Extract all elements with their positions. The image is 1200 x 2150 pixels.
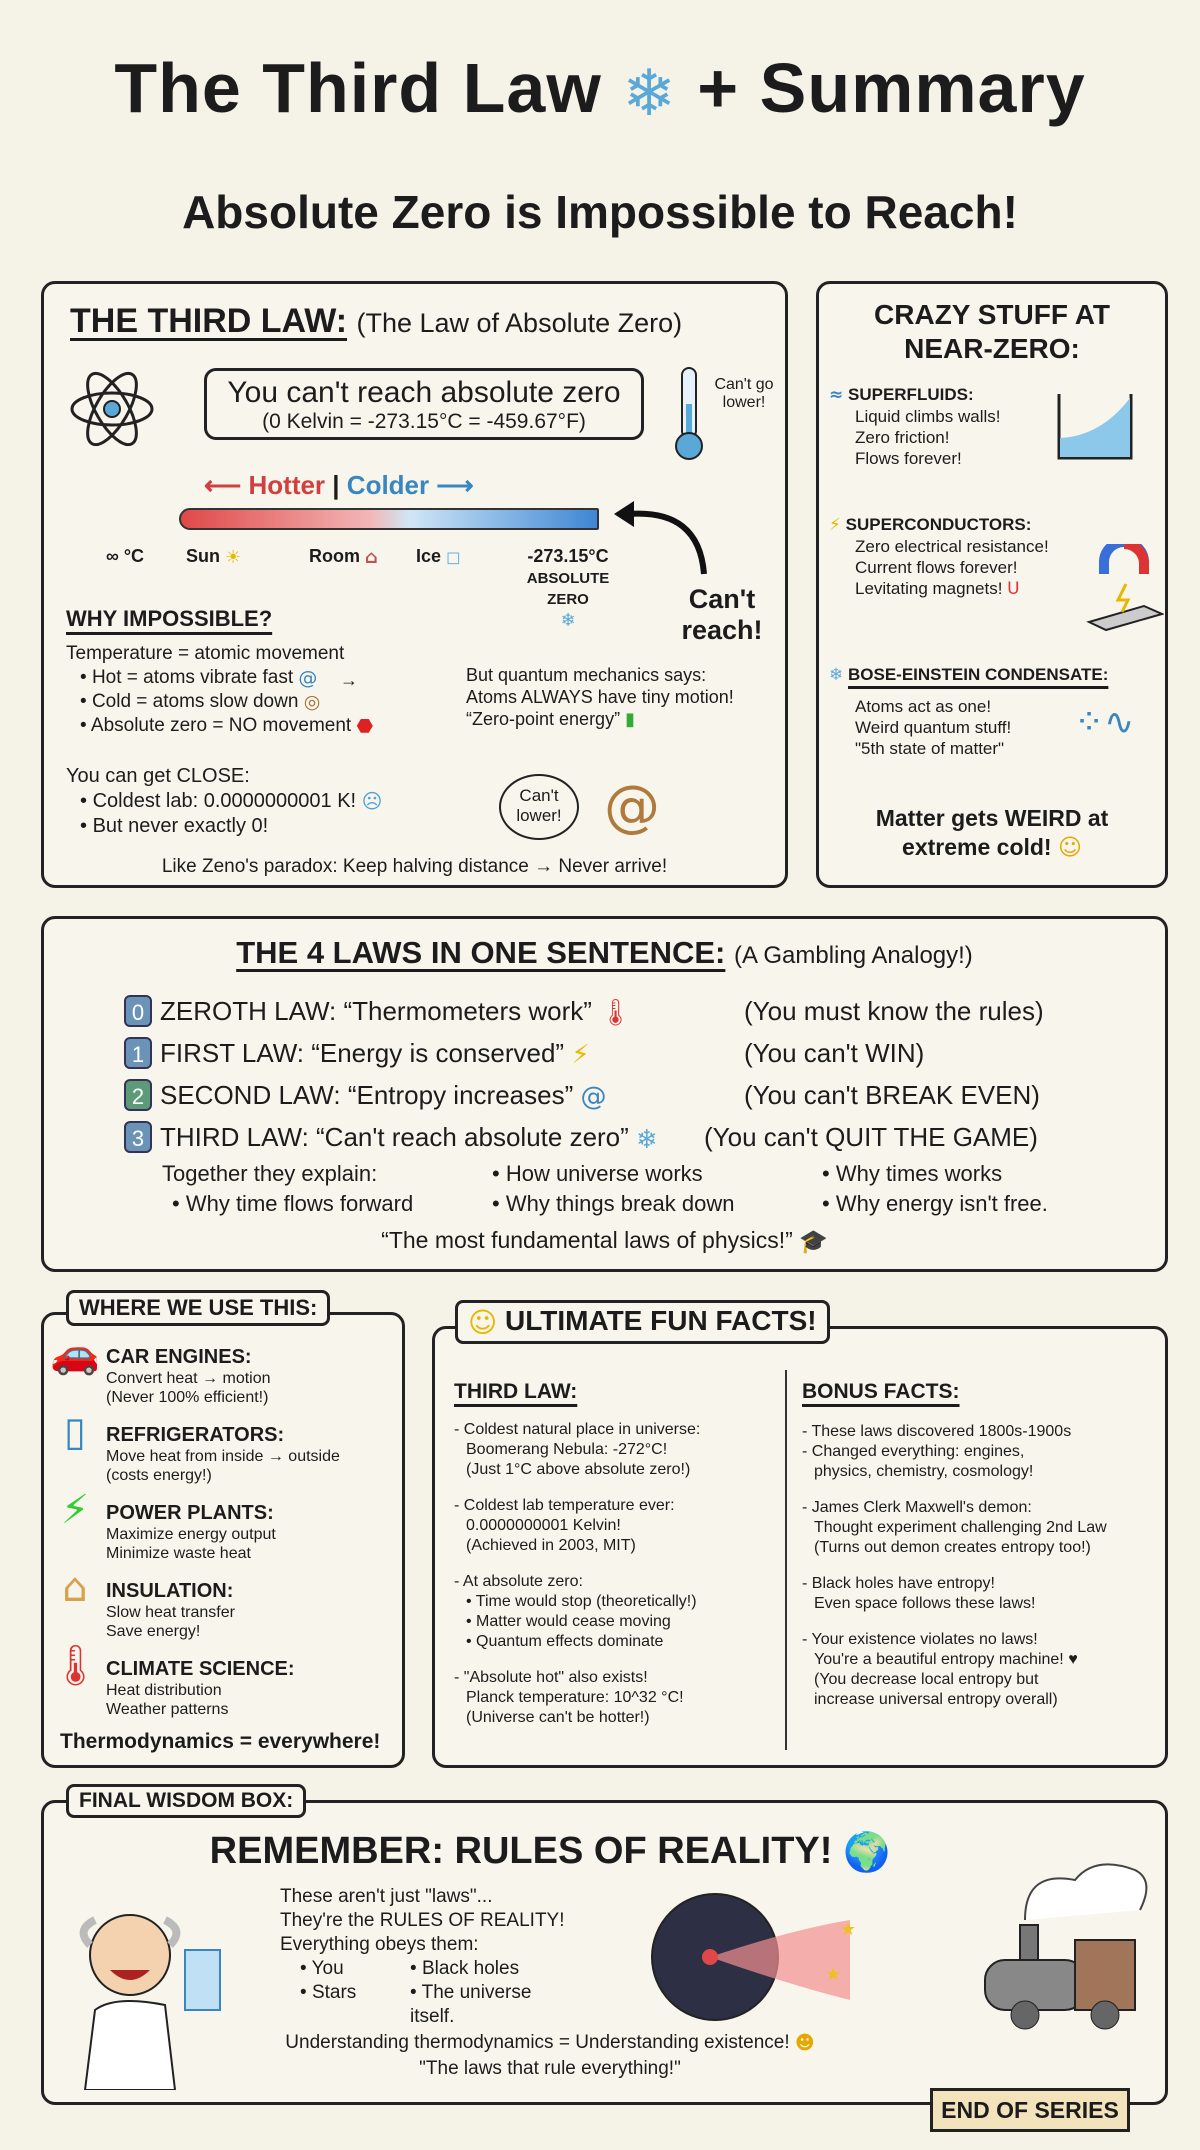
near-zero-panel: CRAZY STUFF AT NEAR-ZERO: ≈ SUPERFLUIDS: Liquid climbs walls! Zero friction! Flows forever! ⚡ SUPERCONDUCTORS: Zero electrical resistance! Current flows forever! Levitating magnets! U ❄ BOSE-EINSTEIN CONDENSATE: Atoms act as one! Weird quantum stuff! "5th state of matter" ⁘∿ Matter gets WEIRD at extreme cold! ☺ (816, 281, 1168, 888)
law-row: 1 FIRST LAW: “Energy is conserved” ⚡ (You can't WIN) (124, 1033, 1124, 1075)
zeno-note: Like Zeno's paradox: Keep halving distance → Never arrive! (161, 856, 668, 877)
fact-item: - Coldest natural place in universe: Boomerang Nebula: -272°C! (Just 1°C above absolute zero!) (454, 1421, 701, 1478)
fact-item: - Your existence violates no laws! You're a beautiful entropy machine! ♥ (You decrease local entropy but increase universal entropy overall) (802, 1631, 1078, 1708)
four-laws-heading: THE 4 LAWS IN ONE SENTENCE: (236, 935, 726, 970)
cant-reach-label: Can't reach! (681, 584, 763, 645)
fact-item: - Black holes have entropy! Even space follows these laws! (802, 1575, 1036, 1612)
fact-item: - James Clerk Maxwell's demon: Thought experiment challenging 2nd Law (Turns out demon creates entropy too!) (802, 1499, 1107, 1556)
snail-icon: @ (604, 774, 660, 839)
spiral-icon: @ (298, 667, 318, 689)
near-zero-heading: CRAZY STUFF AT NEAR-ZERO: (874, 299, 1110, 364)
fact-item: - Coldest lab temperature ever: 0.0000000001 Kelvin! (Achieved in 2003, MIT) (454, 1497, 675, 1554)
stop-sign-icon: ⬣ (356, 715, 374, 738)
snowflake-icon: ❄ (829, 665, 844, 686)
spiral-icon: @ (580, 1082, 607, 1113)
nerd-face-icon: ☺ (468, 1306, 498, 1340)
law-row: 0 ZEROTH LAW: “Thermometers work” 🌡 (You must know the rules) (124, 991, 1124, 1033)
third-law-heading: THE THIRD LAW: (70, 302, 348, 340)
law-number-badge: 3 (124, 1121, 152, 1153)
mind-blown-icon: ☻ (794, 2032, 815, 2054)
why-heading: WHY IMPOSSIBLE? (66, 606, 273, 631)
sun-icon: ☀ (225, 546, 242, 568)
law-number-badge: 1 (124, 1037, 152, 1069)
cold-face-icon: ☹ (361, 789, 383, 814)
bar-chart-icon: ▮ (625, 709, 635, 731)
page-subtitle: Absolute Zero is Impossible to Reach! (182, 186, 1018, 238)
black-hole-illustration (650, 1890, 880, 2025)
curved-arrow-icon (609, 489, 719, 579)
end-of-series-banner: END OF SERIES (930, 2088, 1130, 2132)
page-title: The Third Law ❄ + Summary (114, 49, 1086, 131)
use-item: 🚗 CAR ENGINES: Convert heat → motion (Never 100% efficient!) (50, 1345, 400, 1411)
uses-tag: WHERE WE USE THIS: (66, 1290, 330, 1326)
snowflake-icon: ❄ (636, 1124, 658, 1155)
laws-quote: “The most fundamental laws of physics!” (381, 1227, 793, 1253)
atom-icon (62, 364, 162, 454)
third-law-facts-heading: THIRD LAW: (454, 1380, 578, 1403)
thermometer-icon: 🌡 (50, 1643, 101, 1689)
speech-bubble: Can't lower! (499, 774, 579, 840)
graduation-cap-icon: 🎓 (799, 1229, 828, 1256)
steam-train-illustration (965, 1850, 1165, 2050)
law-row: 3 THIRD LAW: “Can't reach absolute zero” ❄ (You can't QUIT THE GAME) (124, 1117, 1124, 1159)
uses-footer: Thermodynamics = everywhere! (60, 1730, 381, 1753)
wisdom-heading: REMEMBER: RULES OF REALITY! (209, 1830, 833, 1872)
lightning-icon: ⚡ (60, 1487, 90, 1533)
refrigerator-icon: ▯ (63, 1409, 86, 1455)
globe-icon: 🌍 (843, 1830, 891, 1875)
snowflake-icon: ❄ (560, 609, 576, 631)
four-laws-panel: THE 4 LAWS IN ONE SENTENCE: (A Gambling Analogy!) 0 ZEROTH LAW: “Thermometers work” 🌡 (You must know the rules) 1 FIRST LAW: “Energy is conserved” ⚡ (You can't WIN) 2 SECOND LAW: “Entropy increases” @ (You can't BREAK EVEN) 3 THIRD LAW: “Can't reach absolute zero” ❄ (You can't QUIT THE GAME) Together they explain: • Why time flows forward • How universe works • Why things break down • Why times works • Why energy isn't free. “The most fundamental laws of physics!” 🎓 (41, 916, 1168, 1272)
use-item: ▯ REFRIGERATORS: Move heat from inside → outside (costs energy!) (50, 1423, 400, 1489)
use-item: 🌡 CLIMATE SCIENCE: Heat distribution Weather patterns (50, 1657, 400, 1723)
bonus-facts-heading: BONUS FACTS: (802, 1380, 960, 1403)
house-icon: ⌂ (62, 1565, 88, 1611)
car-icon: 🚗 (50, 1331, 100, 1377)
thermometer-icon (669, 364, 709, 464)
levitating-magnet-icon (1084, 544, 1164, 634)
snail-icon: ◎ (303, 691, 321, 714)
use-item: ⚡ POWER PLANTS: Maximize energy output Minimize waste heat (50, 1501, 400, 1567)
magnet-icon: U (1007, 579, 1020, 600)
fact-item: - These laws discovered 1800s-1900s - Changed everything: engines, physics, chemistry, cosmology! (802, 1423, 1072, 1480)
wisdom-conclusion: Understanding thermodynamics = Understanding existence! (285, 2032, 790, 2054)
wisdom-quote: "The laws that rule everything!" (419, 2058, 681, 2080)
wave-icon: ≈ (829, 385, 844, 406)
lightning-icon: ⚡ (571, 1040, 590, 1071)
fact-item: - At absolute zero: • Time would stop (theoretically!) • Matter would cease moving • Quantum effects dominate (454, 1573, 697, 1650)
lightning-icon: ⚡ (829, 515, 841, 536)
snowflake-icon: ❄ (622, 56, 677, 131)
hotter-label: Hotter (248, 470, 326, 500)
fun-facts-tag: ☺ ULTIMATE FUN FACTS! (455, 1300, 830, 1344)
final-wisdom-tag: FINAL WISDOM BOX: (66, 1784, 306, 1818)
svg-text:★: ★ (825, 1964, 842, 1984)
fact-item: - "Absolute hot" also exists! Planck temperature: 10^32 °C! (Universe can't be hotter!) (454, 1669, 684, 1726)
svg-text:★: ★ (840, 1919, 857, 1939)
atom-cluster-icon: ⁘∿ (1074, 702, 1135, 743)
ice-cube-icon: ◻ (446, 546, 461, 568)
divider (785, 1370, 787, 1750)
law-number-badge: 0 (124, 995, 152, 1027)
beaker-icon (1051, 388, 1141, 464)
law-number-badge: 2 (124, 1079, 152, 1111)
thermometer-icon: 🌡 (599, 998, 633, 1029)
winking-face-icon: ☺ (1057, 835, 1082, 862)
colder-label: Colder (346, 470, 430, 500)
third-law-panel: THE THIRD LAW: (The Law of Absolute Zero) You can't reach absolute zero (0 Kelvin = -273.15°C = -459.67°F) Can't go lower! ⟵ Hotter | Colder ⟶ ∞ °C Sun ☀ Room ⌂ Ice ◻ -273.15°C ABSOLUTE ZERO ❄ Can't reach! WHY IMPOSSIBLE? Temperature = atomic movement • Hot = atoms vibrate fast @ • Cold = atoms slow down ◎ • Absolute zero = NO movement ⬣ → But quantum mechanics says: Atoms ALWAYS have tiny motion! “Zero-point energy” ▮ You can get CLOSE: • Coldest lab: 0.0000000001 K! ☹ • But never exactly 0! Can't lower! @ Like Zeno's paradox: Keep halving distance → Never arrive! (41, 281, 788, 888)
thermo-note: Can't go lower! (714, 376, 774, 411)
house-icon: ⌂ (365, 546, 378, 568)
temperature-scale-bar (179, 508, 599, 530)
callout-box: You can't reach absolute zero (0 Kelvin = -273.15°C = -459.67°F) (204, 368, 644, 440)
use-item: ⌂ INSULATION: Slow heat transfer Save energy! (50, 1579, 400, 1645)
law-row: 2 SECOND LAW: “Entropy increases” @ (You can't BREAK EVEN) (124, 1075, 1124, 1117)
